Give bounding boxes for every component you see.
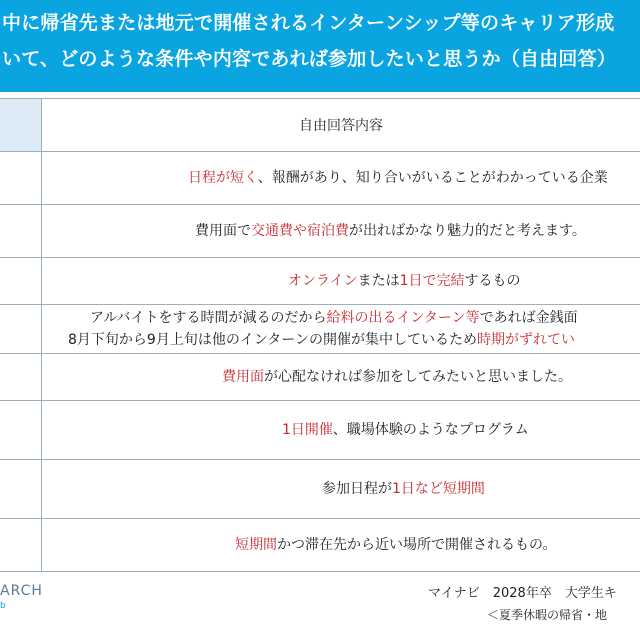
row-left-cell bbox=[0, 460, 42, 518]
response-cell bbox=[42, 205, 640, 257]
table-body bbox=[0, 152, 640, 572]
logo bbox=[0, 583, 60, 623]
highlighted-phrase: 短期間 bbox=[235, 537, 277, 553]
text-segment: するもの bbox=[464, 273, 521, 289]
table-header bbox=[0, 99, 640, 152]
text-segment: または bbox=[357, 273, 400, 289]
response-cell bbox=[42, 401, 640, 459]
table-row bbox=[0, 460, 640, 519]
response-text bbox=[195, 220, 586, 242]
table-header-left-cell bbox=[0, 99, 42, 151]
title-line-2: いて、どのような条件や内容であれば参加したいと思うか（自由回答） bbox=[2, 48, 617, 70]
row-left-cell bbox=[0, 401, 42, 459]
row-left-cell bbox=[0, 305, 42, 353]
text-segment: であれば金銭面 bbox=[479, 310, 578, 326]
response-cell bbox=[42, 460, 640, 518]
table-row bbox=[0, 305, 640, 354]
text-segment: 参加日程が bbox=[322, 481, 392, 497]
response-cell bbox=[42, 519, 640, 571]
survey-note: ＜夏季休暇の帰省・地 bbox=[487, 608, 608, 622]
response-text bbox=[288, 270, 521, 292]
text-segment: 費用面で bbox=[195, 223, 251, 239]
row-left-cell bbox=[0, 152, 42, 204]
table-row bbox=[0, 205, 640, 258]
text-segment: アルバイトをする時間が減るのだから bbox=[90, 310, 327, 326]
highlighted-phrase: オンライン bbox=[288, 273, 358, 289]
highlighted-phrase: 1日で完結 bbox=[399, 273, 465, 289]
response-text bbox=[90, 307, 578, 329]
source-note: マイナビ 2028年卒 大学生キ bbox=[428, 586, 617, 601]
text-segment: 8月下旬から9月上旬は他のインターンの開催が集中しているため bbox=[68, 332, 477, 348]
response-cell bbox=[42, 152, 640, 204]
response-text bbox=[235, 534, 556, 556]
response-text bbox=[322, 478, 485, 500]
text-segment: が心配なければ参加をしてみたいと思いました。 bbox=[264, 369, 572, 385]
table-row bbox=[0, 354, 640, 401]
response-text bbox=[188, 167, 608, 189]
row-left-cell bbox=[0, 205, 42, 257]
title-banner bbox=[0, 0, 640, 92]
response-text bbox=[68, 329, 575, 351]
column-header-responses: 自由回答内容 bbox=[299, 118, 383, 134]
title-line-1: 中に帰省先または地元で開催されるインターンシップ等のキャリア形成 bbox=[2, 12, 615, 34]
table-row bbox=[0, 519, 640, 572]
text-segment: が出ればかなり魅力的だと考えます。 bbox=[349, 223, 586, 239]
row-left-cell bbox=[0, 258, 42, 304]
highlighted-phrase: 費用面 bbox=[222, 369, 264, 385]
text-segment: かつ滞在先から近い場所で開催されるもの。 bbox=[277, 537, 557, 553]
row-left-cell bbox=[0, 519, 42, 571]
logo-subtext: b bbox=[0, 601, 6, 611]
highlighted-phrase: 給料の出るインターン等 bbox=[326, 310, 480, 326]
table-row bbox=[0, 258, 640, 305]
logo-text: ARCH bbox=[0, 583, 43, 599]
highlighted-phrase: 交通費や宿泊費 bbox=[251, 223, 349, 239]
response-cell bbox=[42, 354, 640, 400]
text-segment: 、職場体験のようなプログラム bbox=[332, 422, 529, 438]
highlighted-phrase: 日程が短く bbox=[188, 170, 258, 186]
highlighted-phrase: 1日など短期間 bbox=[392, 481, 485, 497]
response-cell bbox=[42, 258, 640, 304]
highlighted-phrase: 時期がずれてい bbox=[476, 332, 575, 348]
response-text bbox=[282, 419, 529, 441]
highlighted-phrase: 1日開催 bbox=[282, 422, 333, 438]
response-text bbox=[222, 366, 572, 388]
table-row bbox=[0, 152, 640, 205]
response-table bbox=[0, 98, 640, 572]
response-cell bbox=[42, 305, 640, 353]
text-segment: 、報酬があり、知り合いがいることがわかっている企業 bbox=[257, 170, 608, 186]
row-left-cell bbox=[0, 354, 42, 400]
table-row bbox=[0, 401, 640, 460]
